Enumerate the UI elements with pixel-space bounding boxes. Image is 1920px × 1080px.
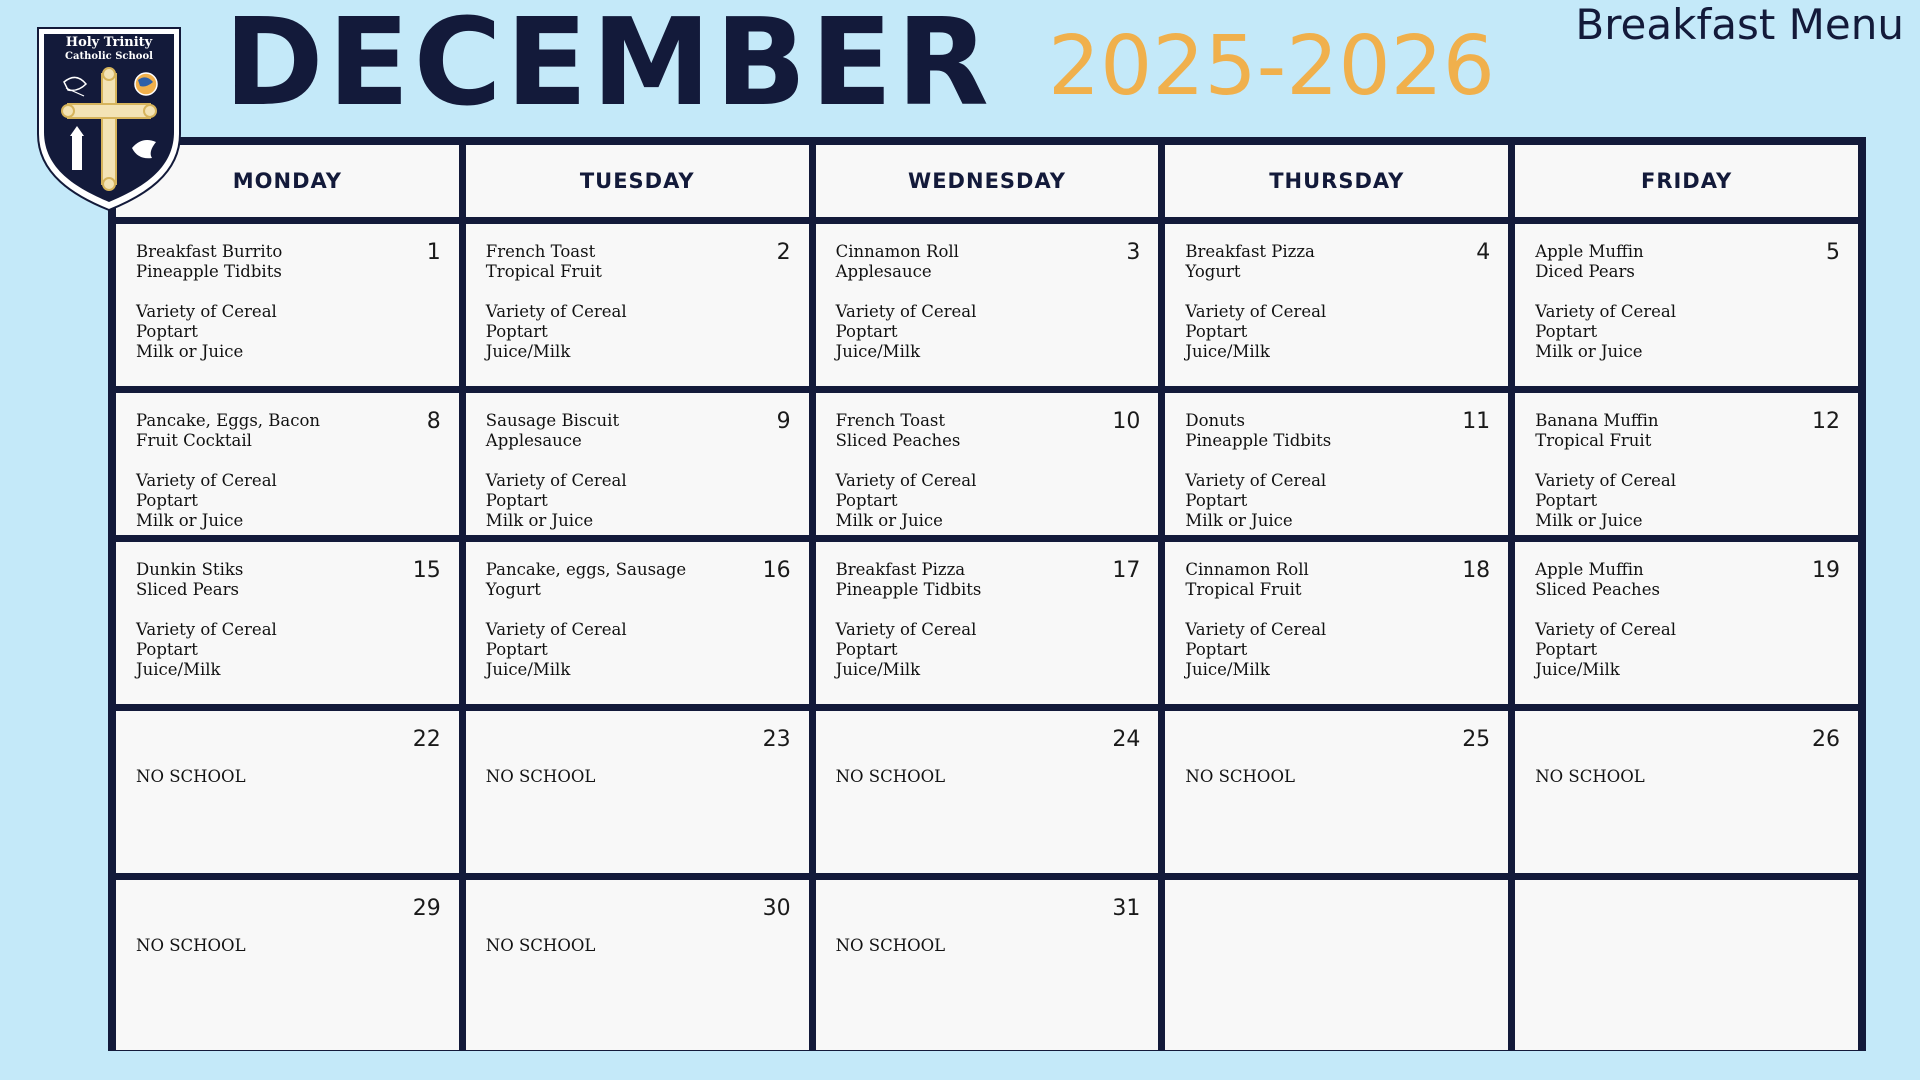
item-spacer bbox=[1535, 451, 1838, 471]
date-number: 19 bbox=[1811, 558, 1840, 583]
menu-items bbox=[1535, 560, 1838, 680]
side-item: Variety of Cereal bbox=[485, 471, 627, 490]
day-cell-wednesday bbox=[816, 542, 1159, 704]
item-spacer bbox=[1535, 600, 1838, 620]
side-item: Variety of Cereal bbox=[835, 620, 977, 639]
menu-items bbox=[1185, 240, 1491, 362]
menu-items bbox=[836, 242, 1139, 362]
main-item: Dunkin Stiks bbox=[136, 560, 244, 579]
weekday-header-wednesday: WEDNESDAY bbox=[816, 145, 1159, 217]
month-title: DECEMBER bbox=[224, 0, 993, 133]
item-spacer bbox=[1185, 282, 1488, 302]
main-item: Tropical Fruit bbox=[485, 262, 602, 281]
side-item: Milk or Juice bbox=[136, 511, 244, 530]
menu-calendar-grid bbox=[108, 137, 1866, 1051]
day-cell-tuesday bbox=[466, 224, 809, 386]
side-item: Poptart bbox=[1185, 640, 1248, 659]
menu-items bbox=[486, 936, 789, 956]
date-number: 30 bbox=[762, 896, 791, 921]
day-cell-thursday bbox=[1165, 880, 1508, 1050]
weekday-header-friday: FRIDAY bbox=[1515, 145, 1858, 217]
side-item: Juice/Milk bbox=[1185, 660, 1270, 679]
day-cell-monday bbox=[116, 711, 459, 873]
date-number: 16 bbox=[762, 558, 791, 583]
side-item: Juice/Milk bbox=[136, 660, 221, 679]
main-item: Yogurt bbox=[1185, 262, 1241, 281]
side-item: Milk or Juice bbox=[485, 511, 594, 530]
side-item: Variety of Cereal bbox=[835, 471, 977, 490]
main-item: Applesauce bbox=[835, 262, 932, 281]
side-item: Poptart bbox=[1185, 322, 1248, 341]
date-number: 18 bbox=[1462, 558, 1491, 583]
main-item: Pineapple Tidbits bbox=[835, 580, 982, 599]
day-cell-thursday bbox=[1165, 711, 1508, 873]
side-item: Variety of Cereal bbox=[136, 471, 277, 490]
date-number: 23 bbox=[762, 727, 791, 752]
weekday-header-thursday: THURSDAY bbox=[1165, 145, 1508, 217]
main-item: Tropical Fruit bbox=[1185, 580, 1302, 599]
main-item: Fruit Cocktail bbox=[136, 431, 252, 450]
menu-items bbox=[1185, 558, 1491, 680]
item-spacer bbox=[836, 600, 1139, 620]
menu-items bbox=[836, 411, 1139, 531]
main-item: Sliced Peaches bbox=[835, 431, 961, 450]
day-cell-monday bbox=[116, 880, 459, 1050]
side-item: Milk or Juice bbox=[1535, 511, 1643, 530]
side-item: Poptart bbox=[136, 322, 198, 341]
svg-text:Holy Trinity: Holy Trinity bbox=[65, 35, 153, 50]
main-item: French Toast bbox=[485, 242, 596, 261]
main-item: Breakfast Burrito bbox=[136, 242, 283, 261]
date-number: 24 bbox=[1112, 727, 1141, 752]
side-item: Poptart bbox=[835, 640, 898, 659]
weekday-header-tuesday: TUESDAY bbox=[466, 145, 809, 217]
side-item: Milk or Juice bbox=[1185, 511, 1293, 530]
item-spacer bbox=[1185, 600, 1488, 620]
item-spacer bbox=[136, 451, 439, 471]
main-item: Banana Muffin bbox=[1535, 411, 1659, 430]
menu-items bbox=[486, 242, 789, 362]
side-item: Variety of Cereal bbox=[1535, 620, 1676, 639]
side-item: Variety of Cereal bbox=[835, 302, 977, 321]
day-cell-wednesday bbox=[816, 880, 1159, 1050]
item-spacer bbox=[836, 282, 1139, 302]
no-school-note: NO SCHOOL bbox=[136, 767, 246, 786]
day-cell-friday bbox=[1515, 542, 1858, 704]
day-cell-monday bbox=[116, 393, 459, 535]
day-cell-thursday bbox=[1165, 542, 1508, 704]
no-school-note: NO SCHOOL bbox=[485, 767, 596, 786]
school-crest-logo bbox=[34, 24, 184, 214]
main-item: Apple Muffin bbox=[1535, 242, 1644, 261]
side-item: Variety of Cereal bbox=[1185, 620, 1327, 639]
day-cell-tuesday bbox=[466, 393, 809, 535]
item-spacer bbox=[1185, 451, 1488, 471]
weekday-header-monday: MONDAY bbox=[116, 145, 459, 217]
side-item: Variety of Cereal bbox=[1185, 302, 1327, 321]
side-item: Poptart bbox=[485, 640, 548, 659]
side-item: Milk or Juice bbox=[1535, 342, 1643, 361]
side-item: Milk or Juice bbox=[136, 342, 244, 361]
menu-items bbox=[1535, 411, 1838, 531]
date-number: 1 bbox=[426, 240, 441, 265]
day-cell-monday bbox=[116, 542, 459, 704]
menu-items bbox=[486, 560, 789, 680]
side-item: Poptart bbox=[136, 491, 198, 510]
day-cell-friday bbox=[1515, 393, 1858, 535]
date-number: 25 bbox=[1462, 727, 1491, 752]
side-item: Variety of Cereal bbox=[1185, 471, 1327, 490]
no-school-note: NO SCHOOL bbox=[1185, 767, 1295, 786]
menu-items bbox=[1535, 767, 1838, 787]
side-item: Juice/Milk bbox=[485, 342, 571, 361]
side-item: Poptart bbox=[136, 640, 198, 659]
menu-items bbox=[486, 767, 789, 787]
main-item: Pineapple Tidbits bbox=[1185, 431, 1332, 450]
main-item: Breakfast Pizza bbox=[1185, 242, 1315, 261]
date-number: 12 bbox=[1811, 409, 1840, 434]
date-number: 11 bbox=[1462, 409, 1491, 434]
side-item: Poptart bbox=[835, 322, 898, 341]
day-cell-wednesday bbox=[816, 393, 1159, 535]
main-item: Sausage Biscuit bbox=[485, 411, 620, 430]
side-item: Juice/Milk bbox=[485, 660, 571, 679]
date-number: 10 bbox=[1112, 409, 1141, 434]
side-item: Poptart bbox=[1535, 640, 1598, 659]
item-spacer bbox=[1535, 282, 1838, 302]
day-cell-monday bbox=[116, 224, 459, 386]
day-cell-friday bbox=[1515, 711, 1858, 873]
day-cell-friday bbox=[1515, 224, 1858, 386]
date-number: 9 bbox=[776, 409, 791, 434]
side-item: Poptart bbox=[1535, 491, 1598, 510]
svg-text:Catholic School: Catholic School bbox=[65, 51, 153, 62]
item-spacer bbox=[486, 282, 789, 302]
menu-items bbox=[1185, 767, 1488, 787]
no-school-note: NO SCHOOL bbox=[835, 767, 946, 786]
side-item: Milk or Juice bbox=[835, 511, 943, 530]
day-cell-tuesday bbox=[466, 711, 809, 873]
main-item: Donuts bbox=[1185, 411, 1245, 430]
school-year: 2025-2026 bbox=[1048, 19, 1495, 114]
main-item: Apple Muffin bbox=[1535, 560, 1644, 579]
side-item: Poptart bbox=[485, 322, 548, 341]
side-item: Variety of Cereal bbox=[136, 620, 277, 639]
no-school-note: NO SCHOOL bbox=[835, 936, 946, 955]
day-cell-wednesday bbox=[816, 711, 1159, 873]
side-item: Variety of Cereal bbox=[136, 302, 277, 321]
item-spacer bbox=[486, 451, 789, 471]
day-cell-thursday bbox=[1165, 224, 1508, 386]
side-item: Juice/Milk bbox=[835, 342, 921, 361]
menu-type-title: Breakfast Menu bbox=[1575, 0, 1904, 49]
menu-items bbox=[1185, 409, 1491, 531]
menu-items bbox=[836, 936, 1139, 956]
menu-items bbox=[136, 560, 439, 680]
main-item: Pancake, eggs, Sausage bbox=[485, 560, 687, 579]
day-cell-tuesday bbox=[466, 542, 809, 704]
side-item: Poptart bbox=[1535, 322, 1598, 341]
main-item: Breakfast Pizza bbox=[835, 560, 966, 579]
no-school-note: NO SCHOOL bbox=[485, 936, 596, 955]
side-item: Juice/Milk bbox=[1185, 342, 1270, 361]
main-item: Sliced Pears bbox=[136, 580, 239, 599]
side-item: Poptart bbox=[835, 491, 898, 510]
date-number: 15 bbox=[412, 558, 441, 583]
menu-items bbox=[1535, 242, 1838, 362]
main-item: Pineapple Tidbits bbox=[136, 262, 282, 281]
main-item: Cinnamon Roll bbox=[835, 242, 959, 261]
date-number: 4 bbox=[1476, 240, 1491, 265]
main-item: Applesauce bbox=[485, 431, 582, 450]
main-item: Diced Pears bbox=[1535, 262, 1635, 281]
date-number: 29 bbox=[412, 896, 441, 921]
menu-items bbox=[136, 936, 439, 956]
main-item: Tropical Fruit bbox=[1535, 431, 1652, 450]
side-item: Poptart bbox=[1185, 491, 1248, 510]
side-item: Juice/Milk bbox=[1535, 660, 1620, 679]
item-spacer bbox=[486, 600, 789, 620]
date-number: 17 bbox=[1112, 558, 1141, 583]
date-number: 2 bbox=[776, 240, 791, 265]
menu-items bbox=[486, 411, 789, 531]
main-item: French Toast bbox=[835, 411, 946, 430]
item-spacer bbox=[136, 282, 439, 302]
no-school-note: NO SCHOOL bbox=[136, 936, 246, 955]
no-school-note: NO SCHOOL bbox=[1535, 767, 1645, 786]
day-cell-tuesday bbox=[466, 880, 809, 1050]
main-item: Cinnamon Roll bbox=[1185, 560, 1309, 579]
side-item: Variety of Cereal bbox=[1535, 471, 1676, 490]
main-item: Sliced Peaches bbox=[1535, 580, 1660, 599]
day-cell-thursday bbox=[1165, 393, 1508, 535]
side-item: Variety of Cereal bbox=[485, 620, 627, 639]
side-item: Variety of Cereal bbox=[485, 302, 627, 321]
date-number: 3 bbox=[1126, 240, 1141, 265]
side-item: Juice/Milk bbox=[835, 660, 921, 679]
main-item: Yogurt bbox=[485, 580, 541, 599]
menu-items bbox=[136, 242, 439, 362]
main-item: Pancake, Eggs, Bacon bbox=[136, 411, 321, 430]
menu-items bbox=[836, 767, 1139, 787]
date-number: 26 bbox=[1811, 727, 1840, 752]
side-item: Variety of Cereal bbox=[1535, 302, 1676, 321]
menu-items bbox=[836, 560, 1139, 680]
date-number: 31 bbox=[1112, 896, 1141, 921]
menu-items bbox=[136, 411, 439, 531]
date-number: 8 bbox=[426, 409, 441, 434]
day-cell-wednesday bbox=[816, 224, 1159, 386]
date-number: 5 bbox=[1825, 240, 1840, 265]
menu-items bbox=[136, 767, 439, 787]
day-cell-friday bbox=[1515, 880, 1858, 1050]
item-spacer bbox=[836, 451, 1139, 471]
side-item: Poptart bbox=[485, 491, 548, 510]
date-number: 22 bbox=[412, 727, 441, 752]
item-spacer bbox=[136, 600, 439, 620]
